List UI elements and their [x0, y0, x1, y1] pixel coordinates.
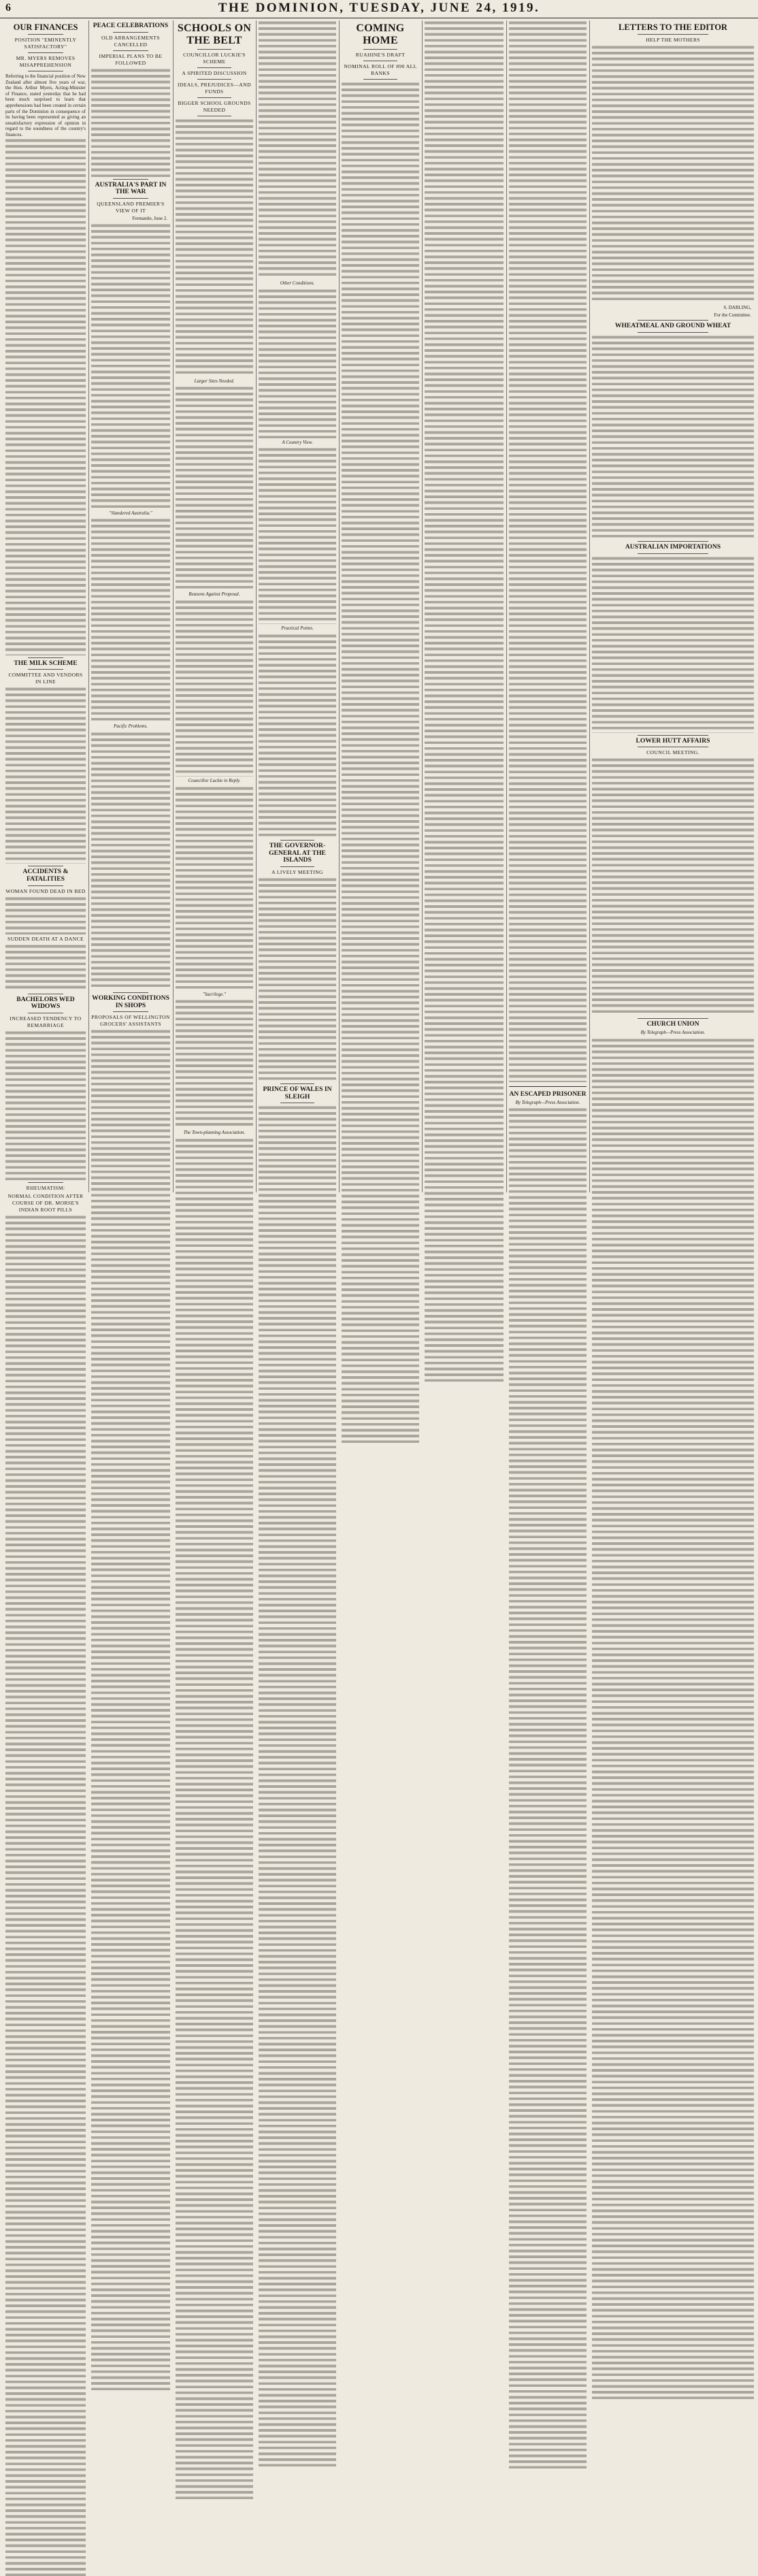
article-body-text [5, 896, 86, 934]
column-2 [91, 20, 170, 1192]
headline-governor-general: THE GOVERNOR-GENERAL AT THE ISLANDS [269, 841, 326, 864]
letter-body-text [592, 556, 754, 733]
headline-lower-hutt: LOWER HUTT AFFAIRS [636, 736, 710, 745]
section-heading: Larger Sites Needed. [194, 378, 235, 384]
article-body-text [91, 223, 170, 509]
letter-signature: For the Committee. [714, 312, 751, 318]
section-heading: "Slandered Australia." [109, 510, 152, 516]
section-heading: Councillor Luckie in Reply. [188, 778, 241, 783]
article-body-text [91, 518, 170, 722]
wire-credit: By Telegraph—Press Association. [515, 1099, 580, 1105]
column-rule [589, 20, 590, 1192]
headline-peace-celebrations: PEACE CELEBRATIONS [93, 22, 169, 29]
article-body-text [91, 68, 170, 177]
nominal-roll-text [509, 20, 587, 1082]
headline-schools-on-belt: SCHOOLS ON THE BELT [177, 22, 252, 46]
dateline: Fremantle, June 2. [132, 216, 167, 222]
subhead: HELP THE MOTHERS [646, 37, 700, 43]
column-7 [509, 20, 587, 1192]
nominal-roll-text [342, 82, 419, 1443]
headline-bachelors: BACHELORS WED WIDOWS [16, 995, 75, 1011]
column-4 [259, 20, 336, 1192]
column-5 [342, 20, 419, 1192]
advert-heading: RHEUMATISM: [26, 1185, 65, 1192]
article-body-text [91, 1029, 170, 2390]
headline-our-finances: OUR FINANCES [13, 22, 78, 32]
masthead [0, 0, 758, 18]
subhead: INCREASED TENDENCY TO REMARRIAGE [10, 1015, 82, 1029]
article-body-text [176, 118, 253, 377]
letter-body-text [592, 45, 754, 304]
nominal-roll-text [425, 20, 504, 1382]
headline-accidents: ACCIDENTS & FATALITIES [22, 868, 69, 883]
headline-milk-scheme: THE MILK SCHEME [14, 659, 78, 667]
headline-working-conditions: WORKING CONDITIONS IN SHOPS [92, 994, 169, 1009]
article-body-text [5, 944, 86, 992]
advert-body-text [5, 1215, 86, 2576]
letter-body-text [592, 335, 754, 539]
advert-subhead: NORMAL CONDITION AFTER COURSE OF DR. MORSE'S INDIAN ROOT PILLS [7, 1193, 84, 1213]
article-body-text [259, 289, 336, 438]
wire-credit: By Telegraph—Press Association. [640, 1030, 706, 1036]
subhead: COUNCILLOR LUCKIE'S SCHEME [183, 51, 246, 65]
headline-church-union: CHURCH UNION [646, 1020, 699, 1028]
article-body-text [592, 1038, 754, 2399]
headline-wheatmeal: WHEATMEAL AND GROUND WHEAT [614, 322, 731, 330]
headline-australian-importations: AUSTRALIAN IMPORTATIONS [625, 542, 721, 551]
headline-letters-to-editor: LETTERS TO THE EDITOR [619, 22, 727, 32]
column-rule [339, 20, 340, 1192]
headline-coming-home: COMING HOME [356, 22, 405, 46]
section-heading: Practical Points. [281, 625, 314, 632]
article-body-text [176, 786, 253, 990]
article-body-text [259, 877, 336, 1081]
article-body-text [592, 757, 754, 1016]
article-body-text [176, 1138, 253, 2499]
section-heading: The Town-planning Association. [183, 1130, 246, 1136]
column-rule [88, 20, 89, 1192]
article-body-text [259, 447, 336, 624]
section-heading: "Sacrilege." [202, 991, 227, 997]
subhead: A SPIRITED DISCUSSION [182, 69, 247, 76]
section-heading: A Country View. [282, 439, 313, 445]
section-heading: Pacific Problems. [114, 723, 148, 730]
headline-prince-of-wales: PRINCE OF WALES IN SLEIGH [263, 1085, 332, 1100]
article-body-text [259, 20, 336, 279]
subhead: A LIVELY MEETING [271, 868, 323, 875]
article-body-text [509, 1107, 587, 2468]
section-heading: Reasons Against Proposal. [188, 591, 240, 598]
subhead: QUEENSLAND PREMIER'S VIEW OF IT [97, 201, 165, 214]
subhead: NOMINAL ROLL OF 890 ALL RANKS [344, 63, 417, 76]
column-6 [425, 20, 504, 1192]
subhead: MR. MYERS REMOVES MISAPPREHENSION [16, 55, 76, 68]
letter-signature: S. DARLING, [723, 305, 751, 310]
subhead: BIGGER SCHOOL GROUNDS NEEDED [178, 99, 251, 113]
subhead: COUNCIL MEETING. [646, 749, 699, 756]
article-body-text [259, 1105, 336, 2466]
article-lead: Referring to the financial position of New Zealand after almost five years of war, the Hon. Arthur Myers, Acting-Minister of Finance, stated yesterday that he had been much surprised to learn that apprehensions had been created in certain parts of the Dominion in consequence of its having been represented as giving an unsatisfactory expression of opinion in regard to the soundness of the country's finances. [5, 74, 86, 137]
article-body-text [176, 999, 253, 1128]
headline-escaped-prisoner: AN ESCAPED PRISONER [509, 1090, 587, 1098]
section-heading: Other Conditions. [280, 280, 315, 286]
column-1 [5, 20, 86, 1213]
newspaper-title: THE DOMINION, TUESDAY, JUNE 24, 1919. [218, 1, 540, 15]
subhead: POSITION "EMINENTLY SATISFACTORY" [14, 37, 77, 50]
subhead: OLD ARRANGEMENTS CANCELLED [101, 34, 160, 48]
column-rule [173, 20, 174, 1192]
article-body-text [91, 732, 170, 990]
subhead: PROPOSALS OF WELLINGTON GROCERS' ASSISTANTS [91, 1014, 170, 1028]
subhead: IMPERIAL PLANS TO BE FOLLOWED [99, 52, 163, 66]
article-body-text [5, 138, 86, 655]
article-body-text [5, 1030, 86, 1180]
subhead: COMMITTEE AND VENDORS IN LINE [8, 672, 83, 685]
subhead: RUAHINE'S DRAFT [355, 51, 406, 58]
column-rule [506, 20, 507, 1192]
column-8 [592, 20, 754, 1192]
column-rule [422, 20, 423, 1192]
headline-australias-part: AUSTRALIA'S PART IN THE WAR [95, 180, 167, 196]
newspaper-page [0, 0, 758, 1213]
article-body-text [259, 634, 336, 838]
article-body-text [5, 687, 86, 864]
article-body-text [176, 386, 253, 590]
column-3 [176, 20, 253, 1192]
subhead: IDEALS, PREJUDICES—AND FUNDS [178, 81, 251, 95]
column-rule [256, 20, 257, 1192]
article-body-text [176, 600, 253, 777]
page-number: 6 [5, 2, 11, 14]
subhead: SUDDEN DEATH AT A DANCE [7, 935, 84, 942]
subhead: WOMAN FOUND DEAD IN BED [5, 887, 86, 894]
